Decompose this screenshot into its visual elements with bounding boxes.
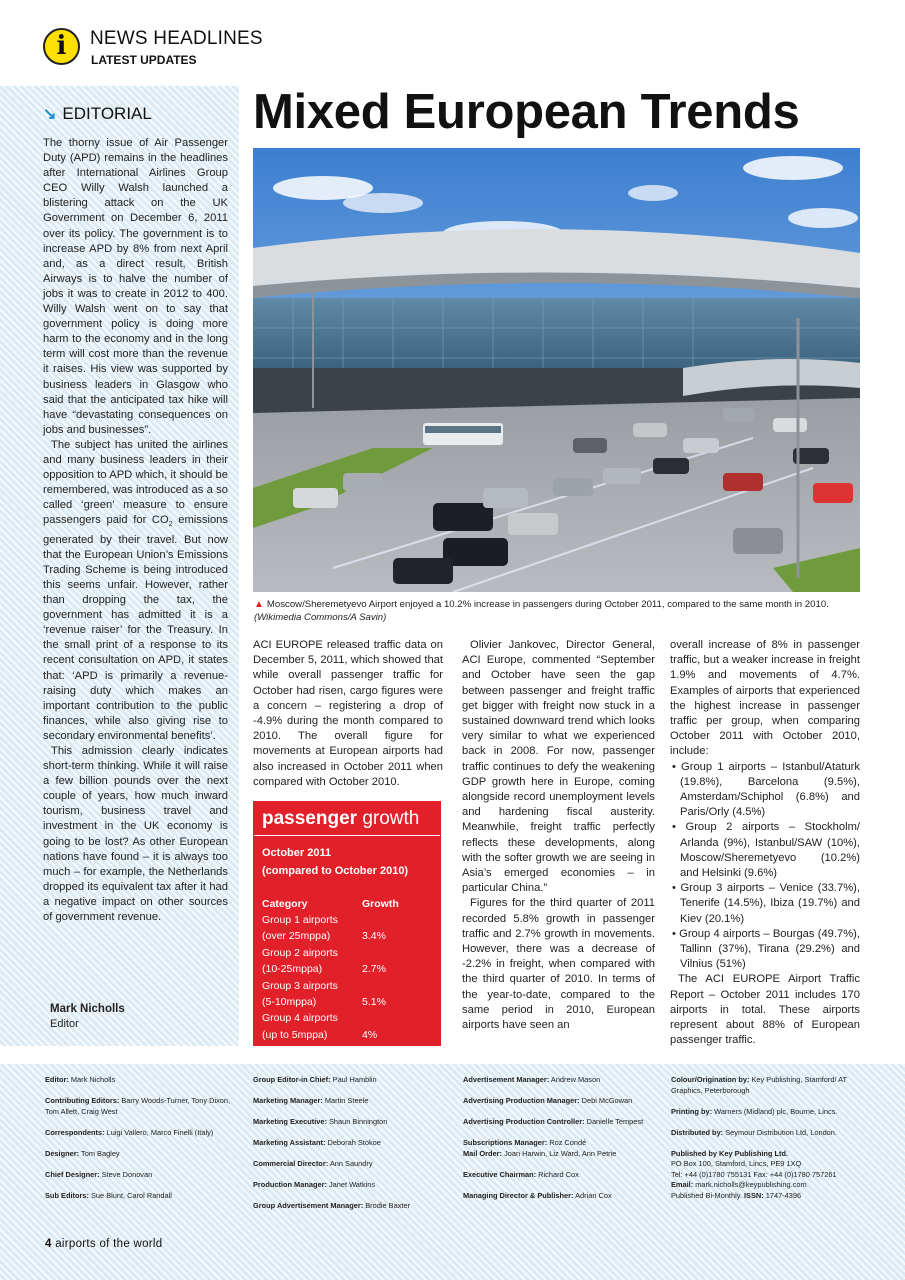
credit-entry: Executive Chairman: Richard Cox	[463, 1169, 579, 1179]
airport-photo	[253, 148, 860, 592]
author-role: Editor	[50, 1018, 79, 1030]
article-column-1	[253, 638, 443, 790]
author-name: Mark Nicholls	[50, 1003, 125, 1015]
editorial-paragraph: The thorny issue of Air Passenger Duty (APD) remains in the headlines after International Airlines Group CEO Willy Walsh launched a blistering attack on the UK Government on December 6, 2011 over its policy. The government is to increase APD by 8% from next April and, as a direct result, British Airways is to halve the number of jobs it was to create in 2012 to 400. Willy Walsh went on to say that government policy is doing more harm to the economy and in the long term will cost more than the revenue it raises. His view was supported by business leaders in Glasgow who said that the anticipated tax hike will have “devastating consequences on jobs and businesses”.	[43, 137, 228, 436]
photo-credit: (Wikimedia Commons/A Savin)	[254, 612, 387, 623]
section-title: NEWS HEADLINES	[90, 28, 263, 49]
list-item: • Group 3 airports – Venice (33.7%), Tenerife (14.5%), Ibiza (19.7%) and Kiev (20.1%)	[672, 882, 860, 925]
page-footer	[45, 1238, 163, 1250]
credit-entry: Advertisement Manager: Andrew Mason	[463, 1075, 601, 1084]
airport-list	[670, 760, 860, 973]
credit-entry: Printing by: Warners (Midland) plc, Bourne, Lincs.	[671, 1106, 838, 1116]
article-paragraph: Olivier Jankovec, Director General, ACI Europe, commented “September and October have seen the gap between passenger and freight traffic get bigger with freight now stuck in a sustained downward trend which looks very similar to what we experienced back in 2008. For now, passenger traffic continues to defy the weakening GDP growth here in Europe, coming alongside record unemployment levels and hardening fiscal austerity. Meanwhile, freight traffic perfectly reflects these developments, along with the softer growth we are seeing in Asia’s emerged economies – in particular China.”	[462, 639, 655, 895]
caption-text: Moscow/Sheremetyevo Airport enjoyed a 10.2% increase in passengers during October 2011, compared to the same month in 2010.	[266, 599, 829, 610]
credit-entry: Group Advertisement Manager: Brodie Baxter	[253, 1201, 411, 1210]
credit-entry: Advertising Production Manager: Debi McGowan	[463, 1096, 633, 1105]
arrow-down-right-icon: ↘	[43, 106, 57, 123]
credit-entry: Designer: Tom Bagley	[45, 1148, 120, 1158]
article-paragraph: Figures for the third quarter of 2011 recorded 5.8% growth in passenger traffic and 2.7% growth in movements. However, there was a decrease of -2.2% in freight, when compared with the third quarter of 2010. In terms of the year-to-date, compared to the same period in 2010, European airports have seen an	[462, 897, 655, 1032]
article-paragraph: The ACI EUROPE Airport Traffic Report – October 2011 includes 170 airports in total. These airports represent about 88% of European passenger traffic.	[670, 973, 860, 1047]
credit-entry: Contributing Editors: Barry Woods-Turner, Tony Dixon, Tom Allett, Craig West	[45, 1096, 231, 1116]
article-column-3	[670, 638, 860, 1048]
photo-caption	[254, 598, 864, 624]
credits-column-2	[253, 1075, 453, 1222]
credit-entry: Production Manager: Janet Watkins	[253, 1180, 376, 1189]
article-column-2	[462, 638, 655, 1033]
table-row: Group 1 airports	[262, 914, 338, 926]
growth-table-header: Category Growth	[262, 898, 399, 910]
credit-entry: Distributed by: Seymour Distribution Ltd, London.	[671, 1127, 837, 1137]
credits-column-4	[671, 1075, 871, 1201]
list-item: • Group 4 airports – Bourgas (49.7%), Tallinn (37%), Tirana (29.2%) and Vilnius (51%)	[672, 927, 860, 971]
credit-entry: Chief Designer: Steve Donovan	[45, 1169, 153, 1179]
page-number: 4	[45, 1238, 52, 1250]
list-item: • Group 2 airports – Stockholm/ Arlanda (9%), Istanbul/SAW (10%), Moscow/Sheremetyevo (10.2%) and Helsinki (9.6%)	[672, 821, 860, 880]
article-paragraph: ACI EUROPE released traffic data on December 5, 2011, which showed that while overall passenger traffic for October had risen, cargo figures were a concern – registering a drop of -4.9% during the month compared to 2010. The overall figure for movements at European airports had also increased in October 2011 when compared with October 2010.	[253, 639, 443, 788]
triangle-up-icon: ▲	[254, 599, 264, 610]
credit-entry: Group Editor-in Chief: Paul Hamblin	[253, 1075, 377, 1084]
publisher-block: Published by Key Publishing Ltd. PO Box 100, Stamford, Lincs, PE9 1XQ Tel: +44 (0)1780 755131 Fax: +44 (0)1780 757261 Email: mark.nicholls@keypublishing.com Published Bi-Monthly. ISSN: 1747-4396	[671, 1148, 837, 1200]
credit-entry: Advertising Production Controller: Danielle Tempest	[463, 1117, 644, 1126]
section-subtitle: LATEST UPDATES	[91, 53, 197, 67]
growth-box-subtitle: October 2011 (compared to October 2010)	[262, 847, 409, 877]
editorial-column	[43, 104, 228, 925]
credits-column-1	[45, 1075, 245, 1212]
credit-entry: Commercial Director: Ann Saundry	[253, 1159, 373, 1168]
credit-entry: Editor: Mark Nicholls	[45, 1075, 116, 1084]
credits-column-3	[463, 1075, 663, 1212]
credit-entry: Colour/Origination by: Key Publishing, Stamford/ AT Graphics, Peterborough	[671, 1075, 847, 1095]
table-row: Group 3 airports	[262, 979, 338, 992]
table-row: (over 25mppa) 3.4%	[262, 930, 386, 943]
article-title: Mixed European Trends	[253, 85, 800, 139]
editorial-author	[50, 1002, 125, 1032]
magazine-name: airports of the world	[51, 1238, 163, 1250]
credit-entry: Mail Order: Joan Harwin, Liz Ward, Ann Petrie	[463, 1148, 617, 1158]
page-header	[0, 0, 905, 86]
table-row: Group 4 airports	[262, 1012, 338, 1025]
list-item: • Group 1 airports – Istanbul/Ataturk (19.8%), Barcelona (9.5%), Amsterdam/Schiphol (6.8%) and Paris/Orly (4.5%)	[672, 760, 860, 819]
editorial-label-text: EDITORIAL	[62, 104, 152, 123]
editorial-paragraph: This admission clearly indicates short-term thinking. While it will raise a few billion pounds over the next couple of years, how much inward tourism, business travel and investment in the UK economy is going to be lost? As other European nations have found – it is always too much – for example, the Netherlands dropped its equivalent tax after it had a negative impact on other sources of government revenue.	[43, 744, 228, 924]
info-icon: i	[43, 28, 80, 65]
editorial-label	[43, 104, 228, 124]
credit-entry: Sub Editors: Sue Blunt, Carol Randall	[45, 1190, 172, 1200]
editorial-paragraph: The subject has united the airlines and many business leaders in their opposition to APD which, it should be remembered, was introduced as a so called ‘green’ measure to ensure passengers paid for $CO_2$ emissions generated by their travel. But now that the European Union’s Emissions Trading Scheme is being introduced this seems unfair. However, rather than dropping the tax, the government has admitted it is a ‘revenue raiser’ for the Treasury. In the small print of a response to its recent consultation on APD, it states that: ‘APD is primarily a revenue-raising duty which makes an important contribution to the public finances, while also giving rise to secondary environmental benefits’.	[43, 438, 228, 742]
credit-entry: Marketing Executive: Shaun Binnington	[253, 1117, 388, 1126]
credit-entry: Correspondents: Luigi Vallero, Marco Finelli (Italy)	[45, 1127, 214, 1137]
credit-entry: Marketing Manager: Martin Steele	[253, 1096, 369, 1105]
passenger-growth-box	[253, 801, 441, 1046]
table-row: Group 2 airports	[262, 946, 338, 959]
article-paragraph: overall increase of 8% in passenger traffic, but a weaker increase in freight 1.9% and movements of 4.7%. Examples of airports that experienced the highest increase in passenger traffic per group, when comparing October 2011 with October 2010, include:	[670, 639, 860, 758]
table-row: (10-25mppa) 2.7%	[262, 963, 386, 976]
credit-entry: Marketing Assistant: Deborah Stokoe	[253, 1138, 381, 1147]
table-row: (up to 5mppa) 4%	[262, 1028, 378, 1041]
credit-entry: Subscriptions Manager: Roz Condé	[463, 1138, 587, 1147]
growth-box-title: passenger growth	[254, 802, 440, 836]
credit-entry: Managing Director & Publisher: Adrian Cox	[463, 1190, 612, 1200]
table-row: (5-10mppa) 5.1%	[262, 996, 386, 1009]
